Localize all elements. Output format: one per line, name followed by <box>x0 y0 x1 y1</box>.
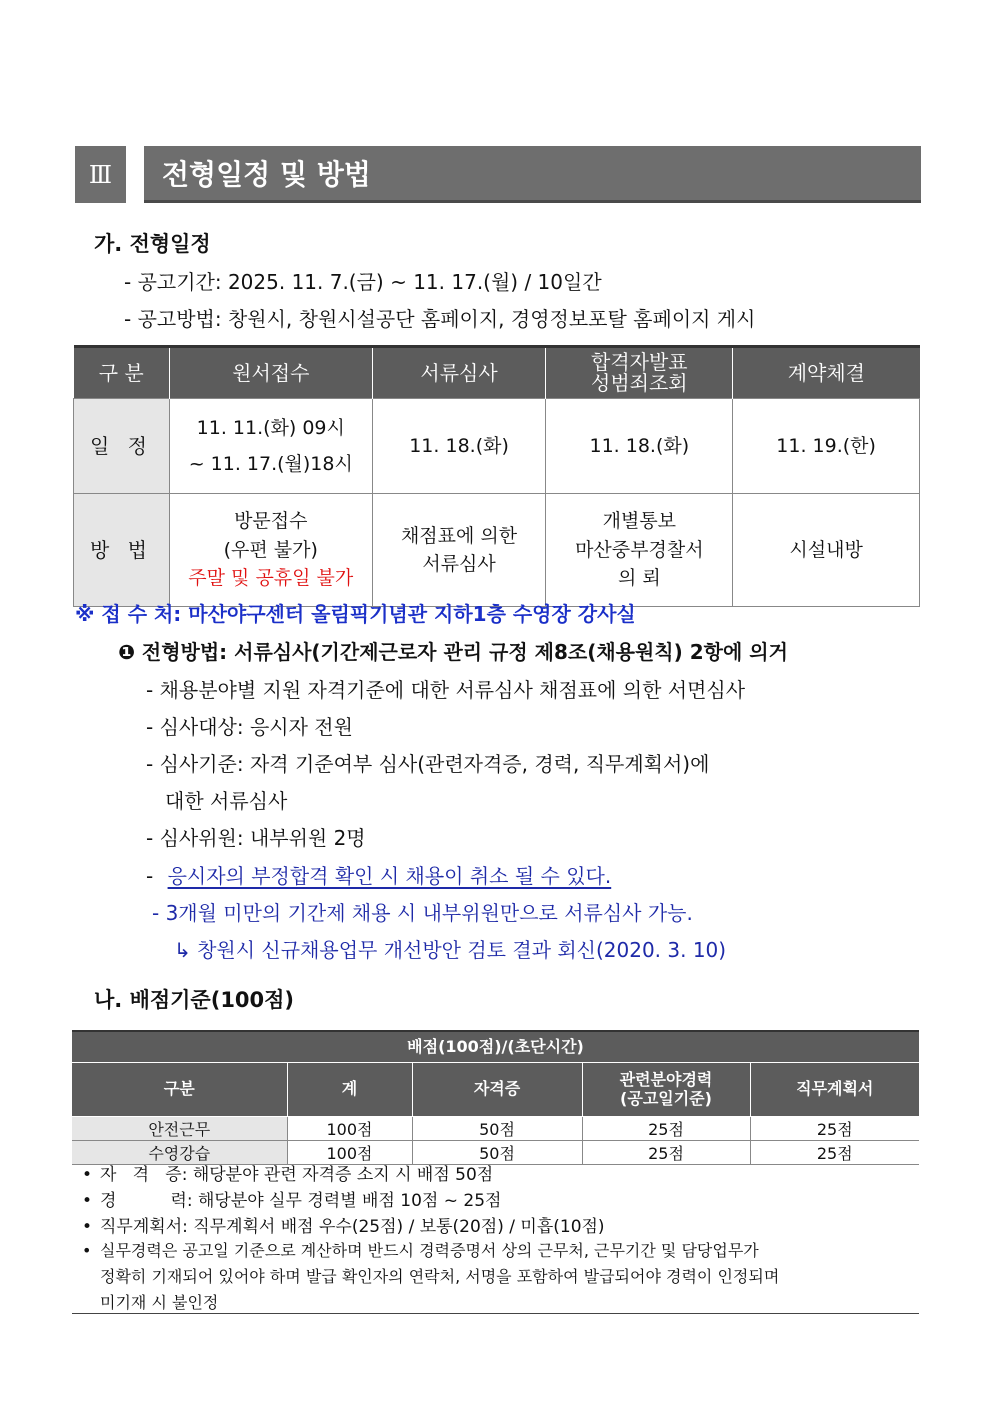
scoring-cell: 50점 <box>412 1117 582 1141</box>
header-document-review: 서류심사 <box>372 347 546 399</box>
scoring-header-category: 구분 <box>72 1063 287 1117</box>
section-number: Ⅲ <box>75 146 126 203</box>
reception-place: ※ 접 수 처: 마산야구센터 올림픽기념관 지하1층 수영장 강사실 <box>75 602 636 626</box>
cancel-warning-dash: - <box>146 864 154 888</box>
scoring-cell: 25점 <box>750 1117 919 1141</box>
cancel-warning-text: 응시자의 부정합격 확인 시 채용이 취소 될 수 있다. <box>167 864 612 888</box>
notice-period: - 공고기간: 2025. 11. 7.(금) ~ 11. 17.(월) / 10일간 <box>124 270 602 294</box>
internal-member-note: - 3개월 미만의 기간제 채용 시 내부위원만으로 서류심사 가능. <box>152 901 693 925</box>
cell-schedule-application: 11. 11.(화) 09시 ~ 11. 17.(월)18시 <box>169 399 372 494</box>
cancel-warning <box>146 860 625 889</box>
header-application: 원서접수 <box>169 347 372 399</box>
table-row <box>72 1117 919 1141</box>
header-contract: 계약체결 <box>733 347 920 399</box>
cell-method-contract: 시설내방 <box>733 494 920 607</box>
method-line-4: 대한 서류심사 <box>165 789 288 813</box>
method-line-1: - 채용분야별 지원 자격기준에 대한 서류심사 채점표에 의한 서면심사 <box>146 678 746 702</box>
section-title: 전형일정 및 방법 <box>144 146 921 203</box>
note-plan: • 직무계획서: 직무계획서 배점 우수(25점) / 보통(20점) / 미흡(10점) <box>82 1217 605 1237</box>
scoring-cell: 100점 <box>287 1117 412 1141</box>
note-career-cont-2: 미기재 시 불인정 <box>100 1293 219 1312</box>
scoring-heading: 나. 배점기준(100점) <box>94 988 295 1012</box>
header-announcement: 합격자발표 성범죄조회 <box>546 347 733 399</box>
weekend-note: 주말 및 공휴일 불가 <box>188 567 354 590</box>
schedule-heading: 가. 전형일정 <box>94 232 211 256</box>
scoring-header-certificate: 자격증 <box>412 1063 582 1117</box>
method-line-5: - 심사위원: 내부위원 2명 <box>146 826 366 850</box>
note-experience: • 경 력: 해당분야 실무 경력별 배점 10점 ~ 25점 <box>82 1191 502 1211</box>
method-application-text: 방문접수 (우편 불가) <box>223 510 318 561</box>
scoring-header-total: 계 <box>287 1063 412 1117</box>
scoring-cell: 50점 <box>412 1141 582 1165</box>
row-label-schedule: 일 정 <box>74 399 170 494</box>
cell-method-announcement: 개별통보 마산중부경찰서 의 뢰 <box>546 494 733 607</box>
cell-method-review: 채점표에 의한 서류심사 <box>372 494 546 607</box>
method-line-2: - 심사대상: 응시자 전원 <box>146 715 353 739</box>
note-certificate: • 자 격 증: 해당분야 관련 자격증 소지 시 배점 50점 <box>82 1165 494 1185</box>
cell-method-application <box>169 494 372 607</box>
scoring-cell: 25점 <box>582 1141 750 1165</box>
scoring-cell: 25점 <box>750 1141 919 1165</box>
scoring-header-experience: 관련분야경력 (공고일기준) <box>582 1063 750 1117</box>
bottom-rule <box>72 1313 919 1314</box>
scoring-cell: 100점 <box>287 1141 412 1165</box>
scoring-row-label: 안전근무 <box>72 1117 287 1141</box>
cell-schedule-contract: 11. 19.(한) <box>733 399 920 494</box>
scoring-table-title: 배점(100점)/(초단시간) <box>72 1031 919 1063</box>
method-title: ❶ 전형방법: 서류심사(기간제근로자 관리 규정 제8조(채용원칙) 2항에 의거 <box>118 640 788 664</box>
reference-note: ↳ 창원시 신규채용업무 개선방안 검토 결과 회신(2020. 3. 10) <box>174 938 727 962</box>
note-career-cont-1: 정확히 기재되어 있어야 하며 발급 확인자의 연락처, 서명을 포함하여 발급되어야 경력이 인정되며 <box>100 1267 780 1286</box>
notice-method: - 공고방법: 창원시, 창원시설공단 홈페이지, 경영정보포탈 홈페이지 게시 <box>124 307 756 331</box>
scoring-header-plan: 직무계획서 <box>750 1063 919 1117</box>
scoring-table <box>72 1030 919 1165</box>
row-label-method: 방 법 <box>74 494 170 607</box>
scoring-row-label: 수영강습 <box>72 1141 287 1165</box>
header-category: 구 분 <box>74 347 170 399</box>
cell-schedule-review: 11. 18.(화) <box>372 399 546 494</box>
note-career: • 실무경력은 공고일 기준으로 계산하며 반드시 경력증명서 상의 근무처, 근무기간 및 담당업무가 <box>82 1241 759 1260</box>
method-line-3: - 심사기준: 자격 기준여부 심사(관련자격증, 경력, 직무계획서)에 <box>146 752 710 776</box>
schedule-table <box>73 345 920 607</box>
cell-schedule-announcement: 11. 18.(화) <box>546 399 733 494</box>
scoring-cell: 25점 <box>582 1117 750 1141</box>
